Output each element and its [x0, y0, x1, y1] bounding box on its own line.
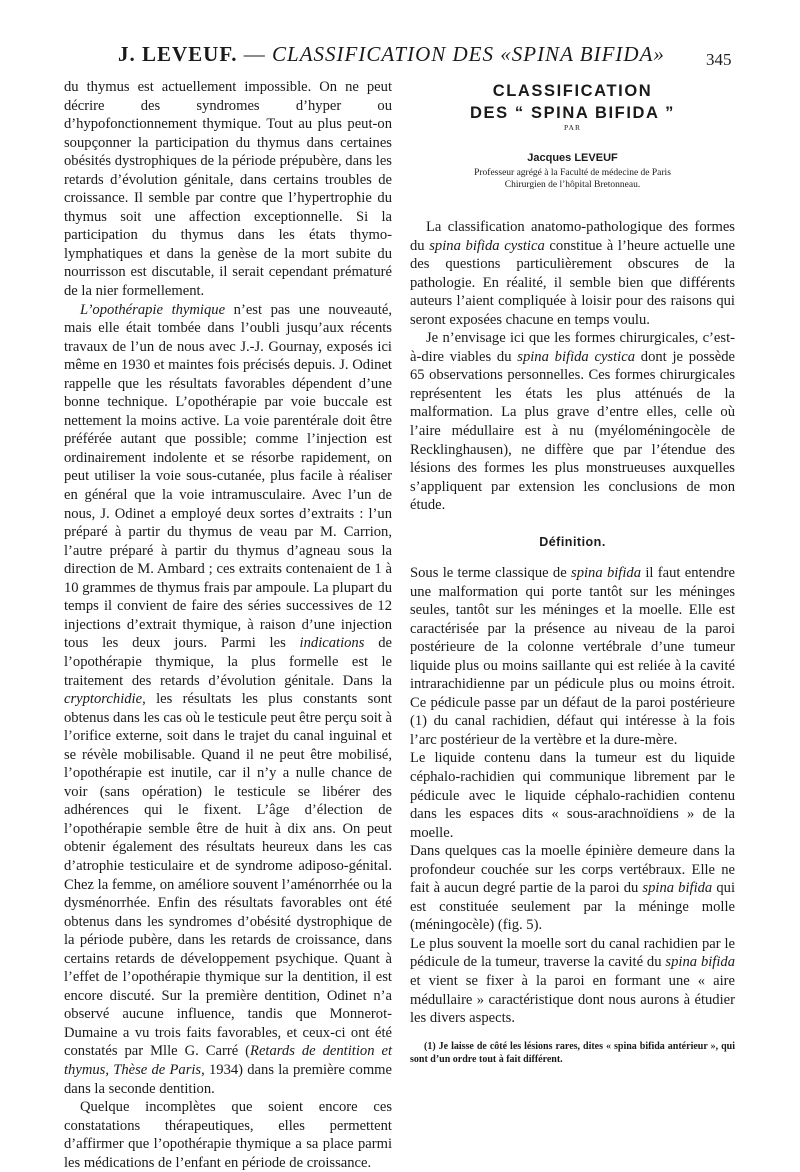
left-paragraph-3: Quelque incomplètes que soient encore ces constatations thérapeutiques, elles permettent d’affirmer que l’opothérapie thymique a sa place parmi les médications de l’enfant en période de croissance.	[64, 1099, 392, 1171]
left-p2-em4: Retards de dentition et thymus, Thèse de Paris	[64, 1043, 393, 1078]
right-column-intro	[410, 218, 735, 515]
header-dash: —	[243, 42, 266, 66]
left-p2b-text: de l’opothérapie thymique, la plus formelle est le traitement des retards d’évolution génitale. Dans la	[64, 635, 392, 689]
footnote: (1) Je laisse de côté les lésions rares, dites « spina bifida antérieur », qui sont d’un ordre tout à fait différent.	[410, 1041, 735, 1065]
affiliation-line-2: Chirurgien de l’hôpital Bretonneau.	[504, 180, 641, 190]
left-p2-text: n’est pas une nouveauté, mais elle était tombée dans l’oubli jusqu’aux récents travaux de l’un de nous avec J.-J. Gournay, exposés ici même en 1930 et maintes fois précisés depuis. J. Odinet rappelle que les résultats favorables dépendent d’une bonne technique. L’opothérapie par voie buccale est nettement la moins active. La voie parentérale doit être préférée autant que possible; comme l’injection est ordinairement indolente et se résorbe rapidement, on peut utiliser la voie sous-cutanée, plus facile à réaliser en général que la voie intramusculaire. Avec l’un de nous, J. Odinet a employé deux sortes d’extraits : l’un préparé à partir du thymus de veau par M. Carrion, l’autre préparé à partir du thymus d’agneau sous la direction de M. Ambard ; ces extraits contenaient de 1 à 10 grammes de thymus frais par ampoule. La plupart du temps il convient de faire des séries successives de 12 injections d’extrait thymique, à raison d’une injection tous les deux jours. Parmi les	[64, 301, 392, 652]
section-heading: Définition.	[539, 535, 606, 549]
article-author: Jacques LEVEUF	[527, 152, 618, 164]
left-paragraph-2	[64, 301, 392, 1099]
definition-paragraph-1	[410, 564, 735, 749]
left-p2-em3: cryptorchidie	[64, 691, 143, 708]
definition-paragraph-4	[410, 935, 735, 1028]
def-p1a: Sous le terme classique de	[410, 565, 572, 581]
byline-par: PAR	[564, 123, 581, 132]
def-p4b: et vient se fixer à la paroi en formant une « aire médullaire » caractéristique dont nous aurons à étudier les divers aspects.	[410, 973, 735, 1027]
header-author: J. LEVEUF.	[118, 42, 238, 66]
left-p2c-text: , les résultats les plus constants sont obtenus dans les cas où le testicule peut être perçu soit à l’orifice externe, soit dans le trajet du canal inguinal et se révèle mobilisable. Quand il ne peut être mobilisé, l’opothérapie est inutile, car il n’y a nulle chance de voir (sans opération) le testicule se libérer des adhérences qui le fixent. L’âge d’élection de l’opothérapie semble être de huit à dix ans. On peut obtenir également des résultats heureux dans les cas d’atrophie testiculaire et de syndrome adiposo-génital. Chez la femme, on améliore souvent l’aménorrhée ou la dysménorrhée. Enfin des résultats favorables ont été obtenus dans les syndromes d’obésité dystrophique de la période pubère, dans les retards de croissance, dans certains retards de développement psychique. Quant à l’effet de l’opothérapie thymique sur la dentition, il est encore discuté. Sur la première dentition, Odinet n’a observé aucune influence, tandis que Monnerot-Dumaine a vu trois faits favorables, et ceux-ci ont été constatés par Mlle G. Carré (	[64, 691, 392, 1060]
right-paragraph-1	[410, 218, 735, 329]
left-p2-em2: indications	[299, 635, 365, 652]
right-paragraph-2	[410, 329, 735, 514]
right-p1b: constitue à l’heure actuelle une des questions particulièrement obscures de la pathologie. En réalité, il semble bien que différents auteurs l’aient compliquée à loisir pour des raisons qui seront exposées chacune en temps voulu.	[410, 237, 735, 328]
right-p1-em: spina bifida cystica	[429, 237, 545, 254]
definition-paragraph-2: Le liquide contenu dans la tumeur est du liquide céphalo-rachidien qui communique librement par le pédicule avec le liquide céphalo-rachidien contenu dans les espaces dits « sous-arachnoïdiens » de la moelle.	[410, 750, 735, 841]
def-p4-em: spina bifida	[665, 954, 735, 971]
right-p2a: Je n’envisage ici que les formes chirurgicales, c’est-à-dire viables du	[410, 330, 735, 365]
article-title-line-2: DES “ SPINA BIFIDA ”	[470, 104, 675, 122]
def-p1-em: spina bifida	[571, 565, 642, 581]
left-paragraph-1: du thymus est actuellement impossible. On ne peut décrire des syndromes d’hyper ou d’hypofonctionnement thymique. Tout au plus peut-on soupçonner la participation du thymus dans certaines obésités dystrophiques de la période prépubère, dans les retards d’évolution génitale, dans certains troubles de croissance. Il semble par contre que l’hypertrophie du thymus soit une affection exceptionnelle. Si la participation du thymus dans les états thymo-lymphatiques et dans la genèse de la mort subite du nourrisson est discutable, il serait cependant prématuré de la nier formellement.	[64, 79, 392, 300]
def-p1b: il faut entendre une malformation qui porte tantôt sur les méninges seules, tantôt sur les méninges et la moelle. Elle est caractérisée par la présence au niveau de la paroi postérieure de la colonne vertébrale d’une tumeur liquide plus ou moins saillante qui est reliée à la cavité intrarachidienne par un pédicule plus ou moins étroit. Ce pédicule passe par un défaut de la paroi postérieure (1) du canal rachidien, défaut qui intéresse à la fois l’arc postérieur de la vertèbre et la dure-mère.	[410, 565, 736, 748]
right-p2b: dont je possède 65 observations personnelles. Ces formes chirurgicales représentent les états les plus atténués de la malformation. La plus grave d’entre elles, celle où l’aire médullaire est à nu (myéloméningocèle de Recklinghausen), ne diffère que par l’étendue des lésions des formes les plus monstrueuses auxquelles s’appliquent par extension les conclusions de mon étude.	[410, 348, 735, 514]
article-title	[410, 80, 735, 124]
def-p3a: Dans quelques cas la moelle épinière demeure dans la profondeur couchée sur les corps vertébraux. Elle ne fait à aucun degré partie de la paroi du	[410, 843, 735, 897]
article-title-line-1: CLASSIFICATION	[492, 82, 653, 100]
def-p4a: Le plus souvent la moelle sort du canal rachidien par le pédicule de la tumeur, traverse la cavité du	[410, 935, 735, 971]
page-number: 345	[706, 50, 732, 69]
definition-paragraph-3	[410, 842, 735, 935]
right-p1a: La classification anatomo-pathologique des formes du	[410, 219, 735, 254]
def-p3b: qui est constituée seulement par la méninge molle (méningocèle) (fig. 5).	[410, 880, 736, 934]
left-p2d-text: , 1934) dans la première comme dans la seconde dentition.	[64, 1061, 393, 1097]
right-column-definition	[410, 564, 735, 1028]
right-p2-em: spina bifida cystica	[517, 348, 635, 365]
left-p2-em: L’opothérapie thymique	[80, 301, 226, 318]
left-column	[64, 78, 392, 1172]
running-header	[118, 42, 718, 67]
affiliation-line-1: Professeur agrégé à la Faculté de médecine de Paris	[474, 168, 671, 178]
author-affiliation	[420, 167, 725, 191]
def-p3-em: spina bifida	[642, 880, 713, 897]
header-running-title: CLASSIFICATION DES «SPINA BIFIDA»	[272, 42, 665, 66]
